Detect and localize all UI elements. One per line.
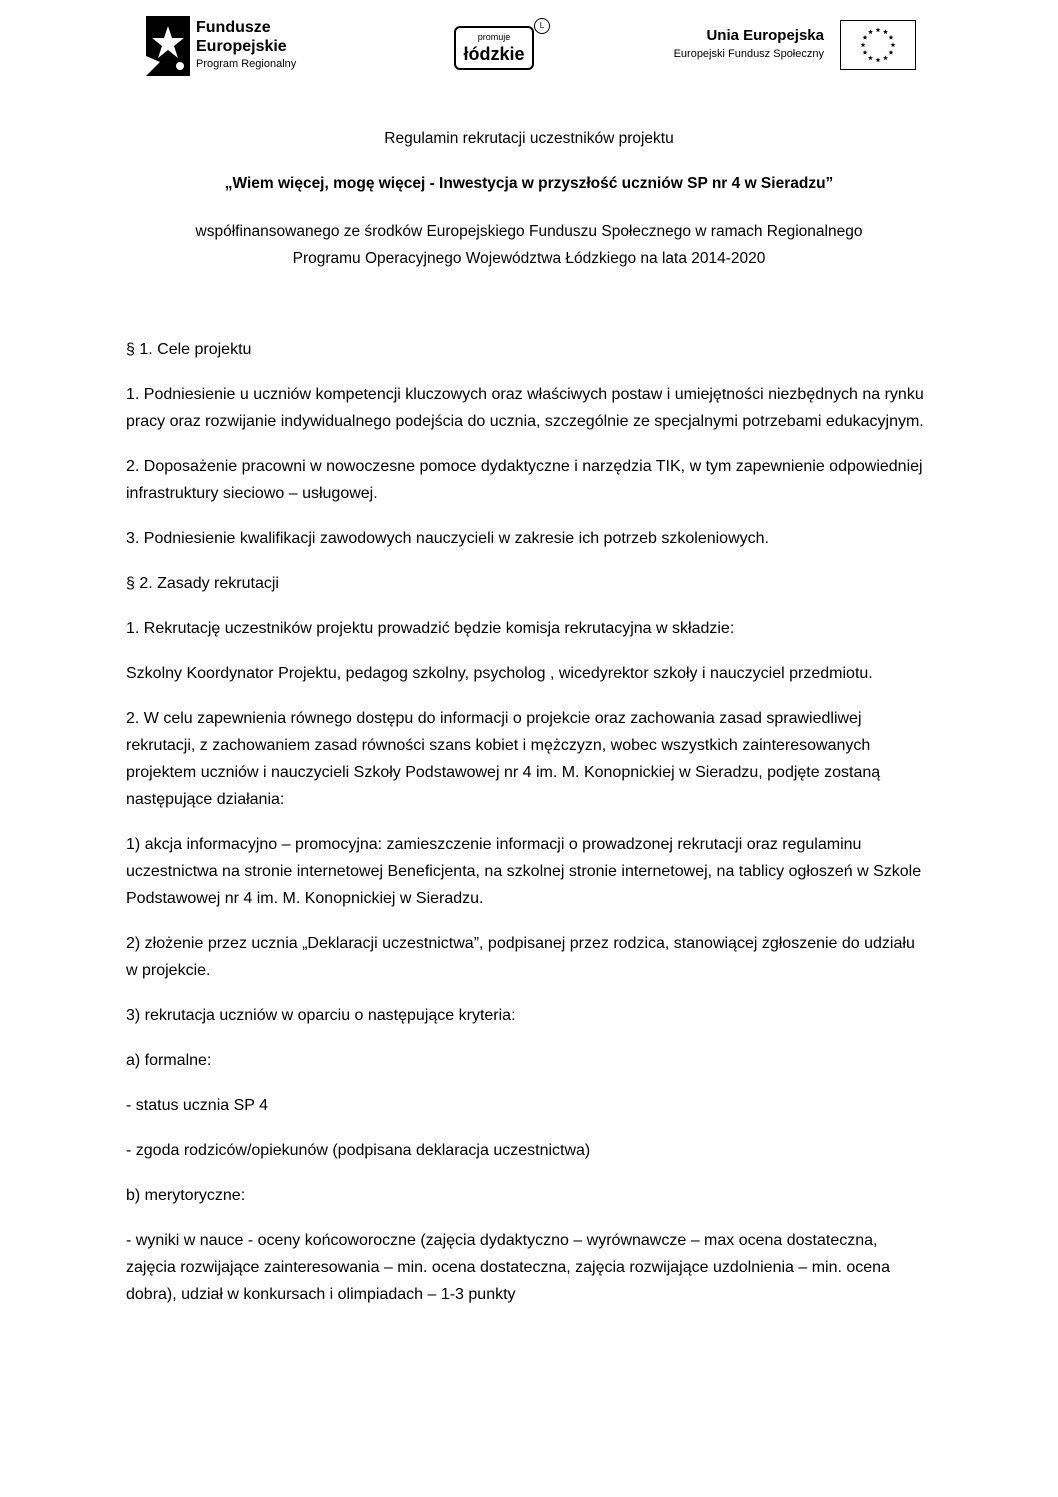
- eu-star-icon: [889, 50, 894, 55]
- paragraph: 3. Podniesienie kwalifikacji zawodowych nauczycieli w zakresie ich potrzeb szkoleniowych.: [126, 530, 769, 547]
- document-body: [126, 336, 926, 1326]
- paragraph: - zgoda rodziców/opiekunów (podpisana deklaracja uczestnictwa): [126, 1142, 591, 1159]
- lodz-logo-big-text: łódzkie: [463, 44, 525, 64]
- fundusze-europejskie-logo: [146, 16, 346, 78]
- paragraph: - status ucznia SP 4: [126, 1097, 268, 1114]
- eu-star-icon: [863, 50, 868, 55]
- unia-europejska-logo: [660, 20, 920, 72]
- eu-star-icon: [876, 57, 881, 62]
- paragraph: - wyniki w nauce - oceny końcoworoczne (zajęcia dydaktyczno – wyrównawcze – max ocena dostateczna, zajęcia rozwijające zainteresowania – min. ocena dostateczna, zajęcia rozwijające uzdolnienia – min. ocena dobra), udział w konkursach i olimpiadach – 1-3 punkty: [126, 1232, 890, 1303]
- paragraph: a) formalne:: [126, 1052, 212, 1069]
- paragraph: 2) złożenie przez ucznia „Deklaracji uczestnictwa”, podpisanej przez rodzica, stanowiącej zgłoszenie do udziału w projekcie.: [126, 935, 915, 979]
- fe-logo-line3: Program Regionalny: [196, 58, 297, 70]
- lodz-logo-box: [454, 26, 534, 70]
- paragraph: 2. W celu zapewnienia równego dostępu do informacji o projekcie oraz zachowania zasad sprawiedliwej rekrutacji, z zachowaniem zasad równości szans kobiet i mężczyzn, wobec wszystkich zainteresowanych projektem uczniów i nauczycieli Szkoły Podstawowej nr 4 im. M. Konopnickiej w Sieradzu, podjęte zostaną następujące działania:: [126, 710, 881, 808]
- eu-star-icon: [868, 55, 873, 60]
- eu-star-icon: [863, 35, 868, 40]
- eu-star-icon: [861, 42, 866, 47]
- paragraph: 3) rekrutacja uczniów w oparciu o następujące kryteria:: [126, 1007, 516, 1024]
- fe-logo-line1: Fundusze: [196, 19, 271, 36]
- eu-star-icon: [868, 29, 873, 34]
- document-title: Regulamin rekrutacji uczestników projektu: [384, 130, 674, 147]
- funding-line-2: Programu Operacyjnego Województwa Łódzkiego na lata 2014-2020: [292, 250, 766, 267]
- eu-logo-title: Unia Europejska: [706, 27, 824, 44]
- paragraph: Szkolny Koordynator Projektu, pedagog szkolny, psycholog , wicedyrektor szkoły i nauczyciel przedmiotu.: [126, 665, 873, 682]
- section-heading: § 2. Zasady rekrutacji: [126, 575, 279, 592]
- lodz-logo-small-text: promuje: [477, 32, 511, 42]
- funding-statement: [90, 218, 968, 272]
- paragraph: 1. Podniesienie u uczniów kompetencji kluczowych oraz właściwych postaw i umiejętności niezbędnych na rynku pracy oraz rozwijanie indywidualnego podejścia do ucznia, szczególnie ze specjalnymi potrzebami edukacyjnym.: [126, 386, 924, 430]
- paragraph: 1. Rekrutację uczestników projektu prowadzić będzie komisja rekrutacyjna w składzie:: [126, 620, 735, 637]
- paragraph: 1) akcja informacyjno – promocyjna: zamieszczenie informacji o prowadzonej rekrutacji oraz regulaminu uczestnictwa na stronie internetowej Beneficjenta, na szkolnej stronie internetowej, na tablicy ogłoszeń w Szkole Podstawowej nr 4 im. M. Konopnickiej w Sieradzu.: [126, 836, 922, 907]
- eu-flag-icon: [840, 20, 916, 70]
- eu-star-icon: [876, 27, 881, 32]
- eu-star-icon: [883, 29, 888, 34]
- eu-star-icon: [891, 42, 896, 47]
- funding-line-1: współfinansowanego ze środków Europejskiego Funduszu Społecznego w ramach Regionalnego: [195, 223, 863, 240]
- fe-logo-line2: Europejskie: [196, 38, 287, 55]
- fundusze-europejskie-star-icon: [146, 16, 190, 76]
- eu-logo-subtitle: Europejski Fundusz Społeczny: [673, 48, 824, 60]
- project-name: „Wiem więcej, mogę więcej - Inwestycja w przyszłość uczniów SP nr 4 w Sieradzu”: [224, 175, 834, 192]
- section-heading: § 1. Cele projektu: [126, 341, 252, 358]
- eu-star-icon: [889, 35, 894, 40]
- lodz-logo-mark: L: [534, 18, 550, 34]
- eu-star-icon: [883, 55, 888, 60]
- promuje-lodzkie-logo: [454, 18, 549, 74]
- paragraph: b) merytoryczne:: [126, 1187, 246, 1204]
- paragraph: 2. Doposażenie pracowni w nowoczesne pomoce dydaktyczne i narzędzia TIK, w tym zapewnienie odpowiedniej infrastruktury sieciowo – usługowej.: [126, 458, 923, 502]
